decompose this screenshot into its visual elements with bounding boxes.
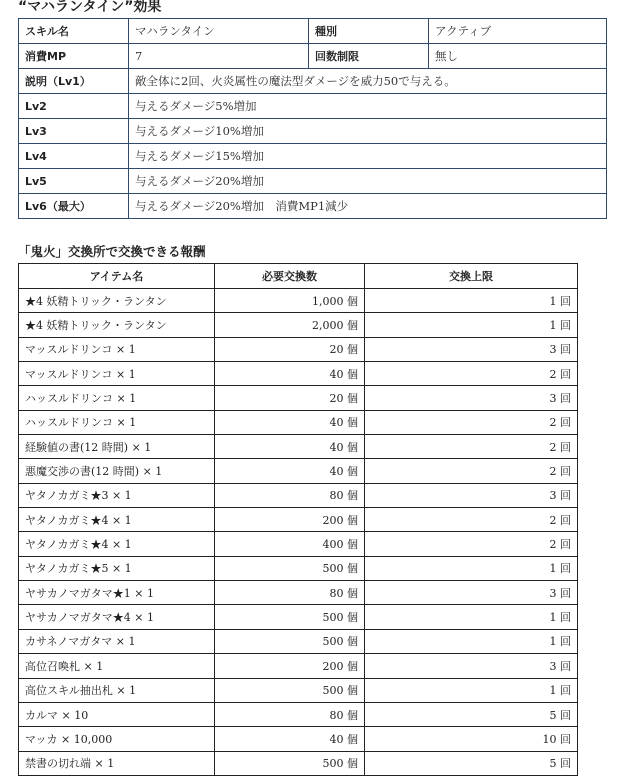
required-count-cell: 80 個 (215, 483, 365, 507)
limit-value: 無し (429, 44, 607, 69)
skill-section-title: “マハランタイン”効果 (18, 0, 162, 15)
level-label: Lv3 (19, 119, 129, 144)
item-name-cell: ヤサカノマガタマ★4 × 1 (19, 605, 215, 629)
level-row (19, 194, 607, 219)
exchange-limit-cell: 2 回 (365, 410, 578, 434)
item-name-cell: ヤタノカガミ★4 × 1 (19, 532, 215, 556)
header-item-name: アイテム名 (19, 264, 215, 289)
exchange-limit-cell: 3 回 (365, 337, 578, 361)
required-count-cell: 2,000 個 (215, 313, 365, 337)
type-value: アクティブ (429, 19, 607, 44)
table-row (19, 337, 578, 361)
table-row (19, 727, 578, 751)
required-count-cell: 40 個 (215, 410, 365, 434)
table-row (19, 289, 578, 313)
item-name-cell: ハッスルドリンコ × 1 (19, 410, 215, 434)
required-count-cell: 40 個 (215, 435, 365, 459)
exchange-limit-cell: 3 回 (365, 386, 578, 410)
item-name-cell: 高位スキル抽出札 × 1 (19, 678, 215, 702)
required-count-cell: 500 個 (215, 751, 365, 775)
required-count-cell: 80 個 (215, 581, 365, 605)
skill-info-table (18, 18, 607, 219)
skill-row-name (19, 19, 607, 44)
mp-value: 7 (129, 44, 309, 69)
table-row (19, 483, 578, 507)
table-row (19, 362, 578, 386)
level-row (19, 94, 607, 119)
exchange-limit-cell: 1 回 (365, 289, 578, 313)
limit-label: 回数制限 (309, 44, 429, 69)
required-count-cell: 40 個 (215, 727, 365, 751)
item-name-cell: ハッスルドリンコ × 1 (19, 386, 215, 410)
desc-label: 説明（Lv1） (19, 69, 129, 94)
table-row (19, 459, 578, 483)
required-count-cell: 500 個 (215, 556, 365, 580)
table-row (19, 751, 578, 775)
item-name-cell: 悪魔交渉の書(12 時間) × 1 (19, 459, 215, 483)
item-name-cell: ヤサカノマガタマ★1 × 1 (19, 581, 215, 605)
item-name-cell: 禁書の切れ端 × 1 (19, 751, 215, 775)
table-row (19, 435, 578, 459)
exchange-limit-cell: 1 回 (365, 629, 578, 653)
item-name-cell: ★4 妖精トリック・ランタン (19, 313, 215, 337)
required-count-cell: 80 個 (215, 702, 365, 726)
level-row (19, 144, 607, 169)
table-row (19, 702, 578, 726)
table-row (19, 605, 578, 629)
exchange-limit-cell: 2 回 (365, 508, 578, 532)
exchange-limit-cell: 2 回 (365, 532, 578, 556)
level-label: Lv6（最大） (19, 194, 129, 219)
exchange-limit-cell: 1 回 (365, 313, 578, 337)
item-name-cell: マッスルドリンコ × 1 (19, 337, 215, 361)
table-row (19, 313, 578, 337)
exchange-limit-cell: 10 回 (365, 727, 578, 751)
level-effect: 与えるダメージ10%増加 (129, 119, 607, 144)
table-row (19, 386, 578, 410)
exchange-section-title: 「鬼火」交換所で交換できる報酬 (18, 244, 206, 259)
item-name-cell: カルマ × 10 (19, 702, 215, 726)
exchange-limit-cell: 1 回 (365, 605, 578, 629)
required-count-cell: 200 個 (215, 654, 365, 678)
desc-value: 敵全体に2回、火炎属性の魔法型ダメージを威力50で与える。 (129, 69, 607, 94)
required-count-cell: 40 個 (215, 459, 365, 483)
required-count-cell: 40 個 (215, 362, 365, 386)
skill-name-value: マハランタイン (129, 19, 309, 44)
exchange-limit-cell: 1 回 (365, 556, 578, 580)
type-label: 種別 (309, 19, 429, 44)
table-row (19, 581, 578, 605)
exchange-limit-cell: 3 回 (365, 581, 578, 605)
level-effect: 与えるダメージ20%増加 消費MP1減少 (129, 194, 607, 219)
exchange-limit-cell: 2 回 (365, 362, 578, 386)
exchange-limit-cell: 2 回 (365, 459, 578, 483)
mp-label: 消費MP (19, 44, 129, 69)
level-label: Lv2 (19, 94, 129, 119)
required-count-cell: 500 個 (215, 629, 365, 653)
item-name-cell: 高位召喚札 × 1 (19, 654, 215, 678)
level-row (19, 169, 607, 194)
required-count-cell: 500 個 (215, 678, 365, 702)
required-count-cell: 20 個 (215, 337, 365, 361)
table-row (19, 678, 578, 702)
table-row (19, 532, 578, 556)
required-count-cell: 1,000 個 (215, 289, 365, 313)
required-count-cell: 200 個 (215, 508, 365, 532)
exchange-limit-cell: 5 回 (365, 702, 578, 726)
required-count-cell: 400 個 (215, 532, 365, 556)
table-row (19, 654, 578, 678)
exchange-limit-cell: 3 回 (365, 654, 578, 678)
exchange-header-row (19, 264, 578, 289)
exchange-limit-cell: 1 回 (365, 678, 578, 702)
exchange-limit-cell: 3 回 (365, 483, 578, 507)
table-row (19, 556, 578, 580)
exchange-table-body (19, 289, 578, 776)
item-name-cell: マッカ × 10,000 (19, 727, 215, 751)
header-limit: 交換上限 (365, 264, 578, 289)
skill-row-desc (19, 69, 607, 94)
table-row (19, 410, 578, 434)
level-label: Lv4 (19, 144, 129, 169)
item-name-cell: ヤタノカガミ★4 × 1 (19, 508, 215, 532)
exchange-limit-cell: 5 回 (365, 751, 578, 775)
item-name-cell: カサネノマガタマ × 1 (19, 629, 215, 653)
required-count-cell: 500 個 (215, 605, 365, 629)
item-name-cell: ヤタノカガミ★3 × 1 (19, 483, 215, 507)
level-effect: 与えるダメージ20%増加 (129, 169, 607, 194)
level-effect: 与えるダメージ15%増加 (129, 144, 607, 169)
item-name-cell: ヤタノカガミ★5 × 1 (19, 556, 215, 580)
required-count-cell: 20 個 (215, 386, 365, 410)
header-required: 必要交換数 (215, 264, 365, 289)
level-effect: 与えるダメージ5%増加 (129, 94, 607, 119)
exchange-limit-cell: 2 回 (365, 435, 578, 459)
level-row (19, 119, 607, 144)
item-name-cell: 経験値の書(12 時間) × 1 (19, 435, 215, 459)
table-row (19, 629, 578, 653)
exchange-table (18, 263, 578, 776)
item-name-cell: マッスルドリンコ × 1 (19, 362, 215, 386)
skill-name-label: スキル名 (19, 19, 129, 44)
table-row (19, 508, 578, 532)
level-label: Lv5 (19, 169, 129, 194)
skill-row-mp (19, 44, 607, 69)
item-name-cell: ★4 妖精トリック・ランタン (19, 289, 215, 313)
